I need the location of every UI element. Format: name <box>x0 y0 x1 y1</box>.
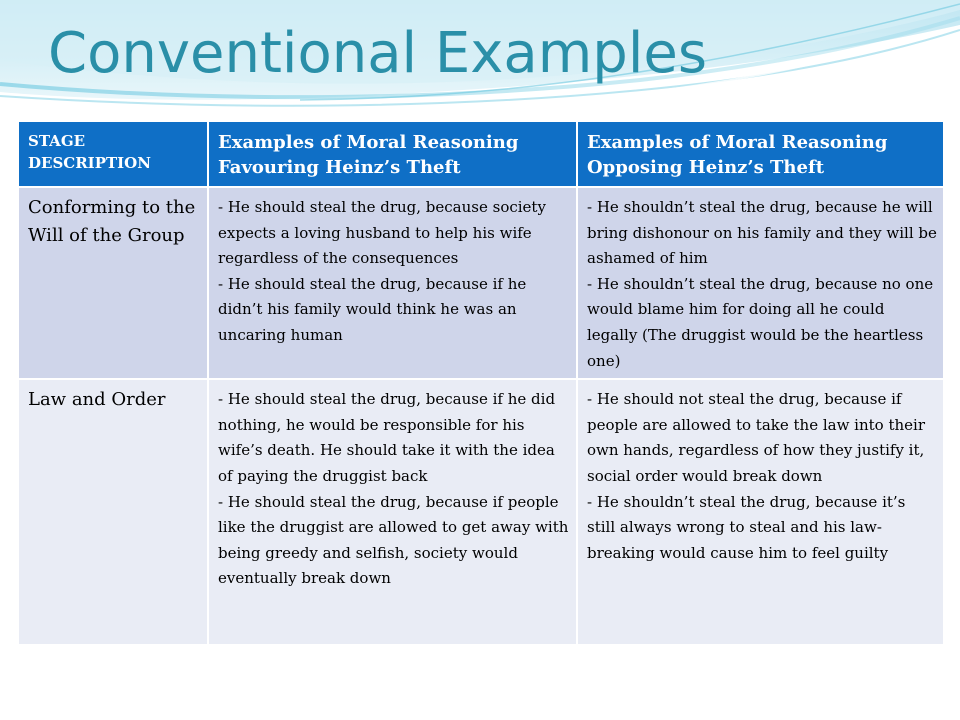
favouring-cell <box>208 187 577 379</box>
favouring-example: - He should steal the drug, because if he did nothing, he would be responsible for his wife’s death. He should take it with the idea of paying the druggist back <box>218 390 556 485</box>
favouring-example: - He should steal the drug, because if people like the druggist are allowed to get away with being greedy and selfish, society would eventually break down <box>218 492 569 588</box>
stage-cell: Conforming to the Will of the Group <box>18 187 208 379</box>
header-opposing-theft: Examples of Moral Reasoning Opposing Heinz’s Theft <box>577 121 944 187</box>
opposing-cell <box>577 379 944 645</box>
favouring-example: - He should steal the drug, because society expects a loving husband to help his wife regardless of the consequences <box>218 198 546 268</box>
table-row-law-and-order <box>18 379 944 645</box>
favouring-cell <box>208 379 577 645</box>
moral-reasoning-table <box>17 120 945 646</box>
table-row-conforming <box>18 187 944 379</box>
stage-cell: Law and Order <box>18 379 208 645</box>
header-favouring-theft: Examples of Moral Reasoning Favouring Heinz’s Theft <box>208 121 577 187</box>
opposing-example: - He shouldn’t steal the drug, because no one would blame him for doing all he could legally (The druggist would be the heartless one) <box>587 274 934 370</box>
reasoning-table-container <box>17 120 943 646</box>
favouring-example: - He should steal the drug, because if he didn’t his family would think he was an uncaring human <box>218 274 527 344</box>
opposing-example: - He shouldn’t steal the drug, because it’s still always wrong to steal and his law-breaking would cause him to feel guilty <box>587 492 906 562</box>
slide-title: Conventional Examples <box>48 21 708 86</box>
table-header-row <box>18 121 944 187</box>
opposing-example: - He should not steal the drug, because if people are allowed to take the law into their own hands, regardless of how they justify it, social order would break down <box>587 390 925 485</box>
opposing-example: - He shouldn’t steal the drug, because he will bring dishonour on his family and they will be ashamed of him <box>587 198 937 268</box>
opposing-cell <box>577 187 944 379</box>
header-stage-description: STAGE DESCRIPTION <box>18 121 208 187</box>
